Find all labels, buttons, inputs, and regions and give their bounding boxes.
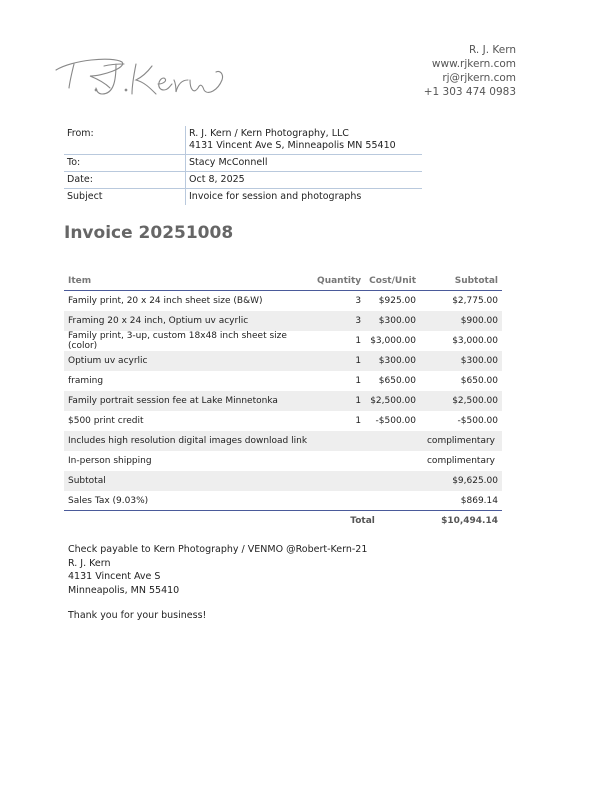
meta-row-to bbox=[64, 155, 422, 172]
tax-value: $869.14 bbox=[420, 491, 502, 511]
total-row bbox=[64, 511, 502, 532]
item-cell: $500 print credit bbox=[68, 416, 144, 426]
meta-value: Invoice for session and photographs bbox=[186, 189, 423, 206]
contact-email[interactable]: rj@rjkern.com bbox=[442, 72, 516, 84]
total-value: $10,494.14 bbox=[441, 516, 498, 526]
subtotal-cell: $2,500.00 bbox=[420, 391, 502, 411]
value-cell: complimentary bbox=[426, 456, 495, 466]
table-row bbox=[64, 371, 502, 391]
meta-value: Oct 8, 2025 bbox=[186, 172, 423, 189]
item-cell: Optium uv acyrlic bbox=[64, 351, 305, 371]
header-item: Item bbox=[64, 272, 305, 291]
table-header bbox=[64, 272, 502, 291]
value-cell: complimentary bbox=[420, 431, 502, 451]
contact-block bbox=[424, 43, 516, 99]
meta-row-from bbox=[64, 126, 422, 155]
line-items-table bbox=[64, 272, 502, 531]
payee-name: R. J. Kern bbox=[68, 557, 111, 569]
item-cell: Includes high resolution digital images download link bbox=[64, 431, 420, 451]
item-cell: Framing 20 x 24 inch, Optium uv acyrlic bbox=[64, 311, 305, 331]
meta-label: To: bbox=[64, 155, 186, 172]
item-cell: In-person shipping bbox=[68, 456, 152, 466]
table-row bbox=[64, 331, 502, 351]
payee-city: Minneapolis, MN 55410 bbox=[68, 584, 180, 596]
subtotal-cell: -$500.00 bbox=[457, 416, 498, 426]
payment-instructions: Check payable to Kern Photography / VENMO @Robert-Kern-21 bbox=[68, 544, 368, 555]
item-cell: framing bbox=[68, 376, 104, 386]
subtotal-cell: $300.00 bbox=[420, 351, 502, 371]
invoice-title: Invoice 20251008 bbox=[64, 223, 234, 243]
cost-cell: $3,000.00 bbox=[370, 336, 416, 346]
from-name: R. J. Kern / Kern Photography, LLC bbox=[189, 128, 349, 139]
table-row bbox=[64, 311, 502, 331]
total-label: Total bbox=[350, 516, 375, 526]
table-row bbox=[64, 351, 502, 371]
header-quantity: Quantity bbox=[305, 272, 365, 291]
tax-label: Sales Tax (9.03%) bbox=[64, 491, 420, 511]
subtotal-label: Subtotal bbox=[64, 471, 420, 491]
cost-cell: $300.00 bbox=[365, 311, 420, 331]
from-address: 4131 Vincent Ave S, Minneapolis MN 55410 bbox=[189, 140, 396, 151]
cost-cell: -$500.00 bbox=[375, 416, 416, 426]
meta-value: Stacy McConnell bbox=[186, 155, 423, 172]
payee-street: 4131 Vincent Ave S bbox=[68, 571, 161, 582]
table-row bbox=[64, 431, 502, 451]
item-cell: Family portrait session fee at Lake Minnetonka bbox=[64, 391, 305, 411]
meta-row-subject bbox=[64, 189, 422, 206]
table-row bbox=[64, 391, 502, 411]
item-cell: Family print, 20 x 24 inch sheet size (B&W) bbox=[68, 296, 263, 306]
subtotal-row bbox=[64, 471, 502, 491]
quantity-cell: 1 bbox=[355, 376, 362, 386]
tax-row bbox=[64, 491, 502, 511]
table-row bbox=[64, 451, 502, 471]
thank-you-note: Thank you for your business! bbox=[68, 610, 207, 621]
meta-value bbox=[186, 126, 423, 155]
quantity-cell: 1 bbox=[305, 351, 365, 371]
subtotal-cell: $900.00 bbox=[420, 311, 502, 331]
invoice-meta-table bbox=[64, 126, 422, 205]
subtotal-value: $9,625.00 bbox=[420, 471, 502, 491]
header-cost-unit: Cost/Unit bbox=[365, 272, 420, 291]
subtotal-cell: $2,775.00 bbox=[452, 296, 498, 306]
subtotal-cell: $650.00 bbox=[460, 376, 498, 386]
payment-footer bbox=[68, 543, 367, 623]
contact-website[interactable]: www.rjkern.com bbox=[431, 58, 516, 70]
quantity-cell: 3 bbox=[355, 296, 362, 306]
cost-cell: $2,500.00 bbox=[365, 391, 420, 411]
cost-cell: $300.00 bbox=[365, 351, 420, 371]
subtotal-cell: $3,000.00 bbox=[452, 336, 498, 346]
signature-logo bbox=[52, 50, 232, 100]
item-cell: Family print, 3-up, custom 18x48 inch sheet size (color) bbox=[68, 331, 287, 351]
table-row bbox=[64, 291, 502, 312]
meta-label: Date: bbox=[64, 172, 186, 189]
meta-label: From: bbox=[64, 126, 186, 155]
meta-row-date bbox=[64, 172, 422, 189]
quantity-cell: 1 bbox=[355, 336, 362, 346]
table-row bbox=[64, 411, 502, 431]
quantity-cell: 1 bbox=[305, 391, 365, 411]
contact-phone: +1 303 474 0983 bbox=[423, 86, 516, 98]
contact-name: R. J. Kern bbox=[469, 44, 516, 56]
cost-cell: $650.00 bbox=[378, 376, 416, 386]
quantity-cell: 3 bbox=[305, 311, 365, 331]
header-subtotal: Subtotal bbox=[420, 272, 502, 291]
spacer bbox=[64, 511, 305, 532]
cost-cell: $925.00 bbox=[378, 296, 416, 306]
quantity-cell: 1 bbox=[355, 416, 362, 426]
meta-label: Subject bbox=[67, 191, 103, 202]
